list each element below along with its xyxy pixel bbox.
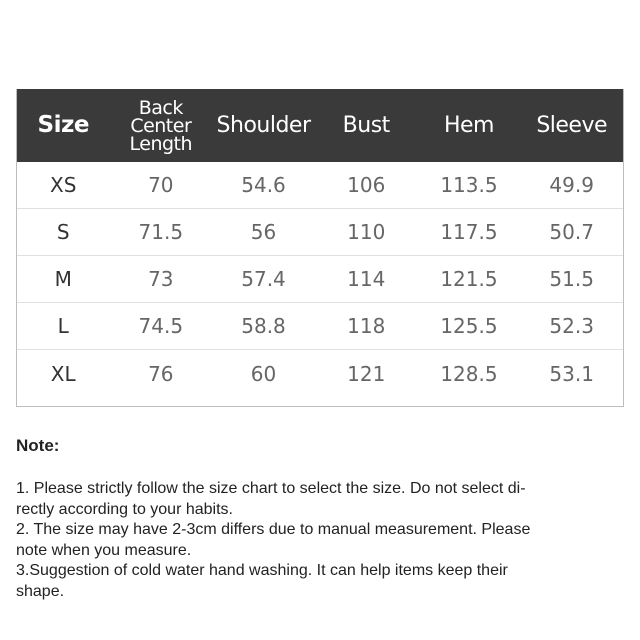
- cell-back-center-length: 74.5: [138, 314, 184, 338]
- header-back-center-line2: Length: [129, 132, 193, 155]
- table-row: [17, 256, 623, 303]
- cell-shoulder: 58.8: [241, 314, 286, 338]
- cell-shoulder: 54.6: [241, 173, 286, 197]
- note-line: 1. Please strictly follow the size chart to select the size. Do not select di-: [16, 480, 526, 497]
- size-chart-table: [16, 89, 624, 407]
- cell-shoulder: 57.4: [241, 267, 286, 291]
- table-body: [17, 162, 623, 397]
- note-line: shape.: [16, 582, 65, 600]
- header-sleeve: Sleeve: [536, 112, 608, 138]
- cell-sleeve: 52.3: [549, 314, 594, 338]
- table-row: [17, 162, 623, 209]
- header-size: Size: [37, 112, 89, 138]
- note-title: Note:: [16, 436, 60, 455]
- note-line: note when you measure.: [16, 541, 192, 559]
- cell-size: XL: [50, 361, 76, 386]
- cell-size: S: [56, 220, 70, 244]
- cell-sleeve: 49.9: [549, 173, 594, 197]
- cell-back-center-length: 71.5: [138, 220, 184, 244]
- cell-back-center-length: 70: [148, 173, 174, 197]
- note-line: 3.Suggestion of cold water hand washing. It can help items keep their: [16, 562, 508, 579]
- cell-bust: 118: [347, 314, 386, 338]
- header-hem: Hem: [443, 112, 494, 138]
- cell-sleeve: 53.1: [549, 361, 594, 386]
- note-line: rectly according to your habits.: [16, 500, 233, 518]
- cell-bust: 106: [347, 173, 386, 197]
- cell-bust: 121: [347, 361, 386, 386]
- header-bust: Bust: [342, 112, 390, 138]
- cell-bust: 110: [347, 220, 386, 244]
- cell-sleeve: 51.5: [549, 267, 594, 291]
- cell-size: M: [54, 267, 72, 291]
- cell-shoulder: 56: [250, 220, 277, 244]
- note-line: 2. The size may have 2-3cm differs due to manual measurement. Please: [16, 521, 531, 538]
- cell-shoulder: 60: [250, 361, 277, 386]
- cell-hem: 121.5: [440, 267, 498, 291]
- cell-sleeve: 50.7: [549, 220, 594, 244]
- note-body: [16, 479, 616, 602]
- table-row: [17, 303, 623, 350]
- cell-size: L: [57, 314, 69, 338]
- header-shoulder: Shoulder: [216, 112, 311, 138]
- table-row: [17, 350, 623, 397]
- cell-hem: 117.5: [440, 220, 498, 244]
- cell-hem: 113.5: [440, 173, 498, 197]
- cell-back-center-length: 76: [148, 361, 174, 386]
- cell-back-center-length: 73: [148, 267, 174, 291]
- header-back-center-line1: Back Center: [130, 96, 192, 137]
- cell-size: XS: [50, 173, 77, 197]
- header-back-center-length: [109, 96, 212, 155]
- table-header: [17, 89, 623, 162]
- cell-bust: 114: [347, 267, 386, 291]
- table-row: [17, 209, 623, 256]
- cell-hem: 125.5: [440, 314, 498, 338]
- cell-hem: 128.5: [440, 361, 498, 386]
